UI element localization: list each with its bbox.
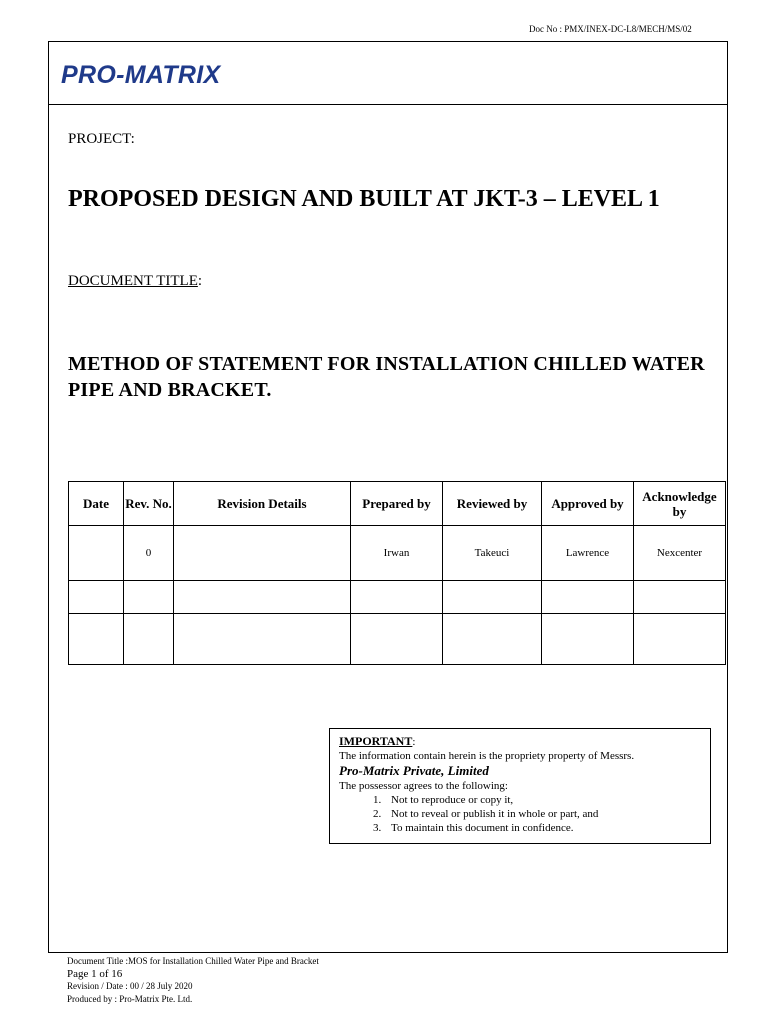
list-item: 2. Not to reveal or publish it in whole or part, and <box>384 807 701 821</box>
cell-date <box>69 614 124 665</box>
table-row <box>69 614 726 665</box>
cell-acknowledge-by: Nexcenter <box>634 526 726 581</box>
cell-approved-by <box>542 614 634 665</box>
header-rev-no: Rev. No. <box>124 482 174 526</box>
project-label: PROJECT: <box>68 131 135 147</box>
important-title-line <box>339 734 701 749</box>
doc-number: Doc No : PMX/INEX-DC-L8/MECH/MS/02 <box>529 24 692 34</box>
important-line-2: The possessor agrees to the following: <box>339 780 508 792</box>
footer-page-number: Page 1 of 16 <box>67 967 123 980</box>
important-company: Pro-Matrix Private, Limited <box>339 763 489 778</box>
cell-reviewed-by <box>443 614 542 665</box>
cell-revision-details <box>174 526 351 581</box>
document-title: METHOD OF STATEMENT FOR INSTALLATION CHILLED WATER PIPE AND BRACKET. <box>68 353 705 401</box>
cover-frame <box>48 41 728 953</box>
cell-reviewed-by: Takeuci <box>443 526 542 581</box>
page-footer <box>67 955 319 1005</box>
cell-rev-no <box>124 614 174 665</box>
header-revision-details: Revision Details <box>174 482 351 526</box>
cell-approved-by: Lawrence <box>542 526 634 581</box>
cell-rev-no <box>124 581 174 614</box>
footer-revision-date: Revision / Date : 00 / 28 July 2020 <box>67 981 193 991</box>
cell-approved-by <box>542 581 634 614</box>
cell-revision-details <box>174 614 351 665</box>
important-title: IMPORTANT <box>339 734 413 748</box>
footer-document-title: Document Title :MOS for Installation Chilled Water Pipe and Bracket <box>67 956 319 966</box>
header-approved-by: Approved by <box>542 482 634 526</box>
cell-date <box>69 581 124 614</box>
project-title: PROPOSED DESIGN AND BUILT AT JKT-3 – LEVEL 1 <box>68 186 660 212</box>
header-prepared-by: Prepared by <box>351 482 443 526</box>
table-row <box>69 581 726 614</box>
important-notice <box>329 728 711 844</box>
table-row <box>69 526 726 581</box>
document-title-label-colon: : <box>197 273 203 289</box>
company-logo: PRO-MATRIX <box>61 61 221 89</box>
document-title-label <box>68 273 202 290</box>
important-line-1: The information contain herein is the propriety property of Messrs. <box>339 750 635 762</box>
logo-band <box>49 42 727 105</box>
list-item: 1. Not to reproduce or copy it, <box>384 793 701 807</box>
important-title-colon: : <box>412 736 416 748</box>
header-reviewed-by: Reviewed by <box>443 482 542 526</box>
cell-reviewed-by <box>443 581 542 614</box>
cell-prepared-by <box>351 614 443 665</box>
header-date: Date <box>69 482 124 526</box>
list-item: 3. To maintain this document in confidence. <box>384 821 701 835</box>
cell-acknowledge-by <box>634 614 726 665</box>
header-acknowledge-by: Acknowledge by <box>634 482 726 526</box>
document-title-label-text: DOCUMENT TITLE <box>68 273 198 289</box>
cell-date <box>69 526 124 581</box>
cell-revision-details <box>174 581 351 614</box>
revision-table-header <box>69 482 726 526</box>
important-list <box>339 793 701 835</box>
revision-table <box>68 481 726 665</box>
cell-prepared-by: Irwan <box>351 526 443 581</box>
cell-rev-no: 0 <box>124 526 174 581</box>
cell-acknowledge-by <box>634 581 726 614</box>
cell-prepared-by <box>351 581 443 614</box>
footer-produced-by: Produced by : Pro-Matrix Pte. Ltd. <box>67 993 193 1004</box>
